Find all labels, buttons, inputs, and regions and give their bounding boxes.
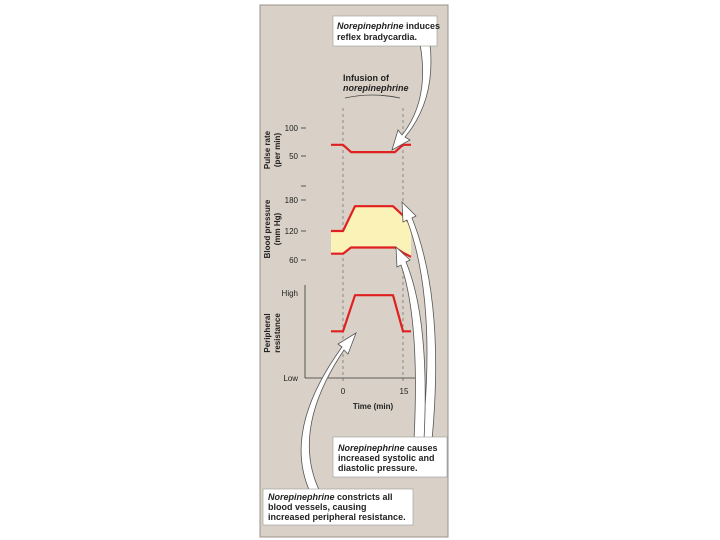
callout-bottom [263, 489, 413, 525]
callout-middle-line2: increased systolic and [338, 453, 435, 463]
pulse-ytick-100: 100 [284, 124, 298, 133]
bp-ylabel-line1: Blood pressure [263, 199, 272, 259]
callout-bottom-line2: blood vessels, causing [268, 502, 367, 512]
infusion-label-line1: Infusion of [343, 73, 389, 83]
bp-ytick-60: 60 [289, 256, 298, 265]
pulse-ytick-50: 50 [289, 152, 298, 161]
resistance-ylabel-line2: resistance [273, 313, 282, 353]
bp-ylabel-line2: (mm Hg) [273, 212, 282, 246]
infusion-label-line2: norepinephrine [343, 83, 409, 93]
callout-middle [333, 437, 447, 477]
time-tick-0: 0 [340, 387, 346, 396]
resistance-ytick-high: High [281, 289, 298, 298]
callout-bottom-line3: increased peripheral resistance. [268, 512, 406, 522]
callout-middle-line1: Norepinephrine causes [338, 443, 438, 453]
time-axis-label: Time (min) [352, 402, 394, 411]
bp-ytick-180: 180 [284, 196, 298, 205]
pulse-ylabel-line2: (per min) [273, 132, 282, 168]
resistance-ytick-low: Low [283, 374, 298, 383]
callout-middle-line3: diastolic pressure. [338, 463, 418, 473]
callout-bottom-line1: Norepinephrine constricts all [268, 492, 393, 502]
time-tick-15: 15 [399, 387, 409, 396]
callout-top-line2: reflex bradycardia. [337, 32, 418, 42]
pulse-ylabel-line1: Pulse rate [263, 130, 272, 170]
bp-ytick-120: 120 [284, 227, 298, 236]
callout-top-line1: Norepinephrine induces [337, 21, 441, 31]
resistance-ylabel-line1: Peripheral [263, 313, 272, 353]
callout-top [333, 16, 440, 46]
